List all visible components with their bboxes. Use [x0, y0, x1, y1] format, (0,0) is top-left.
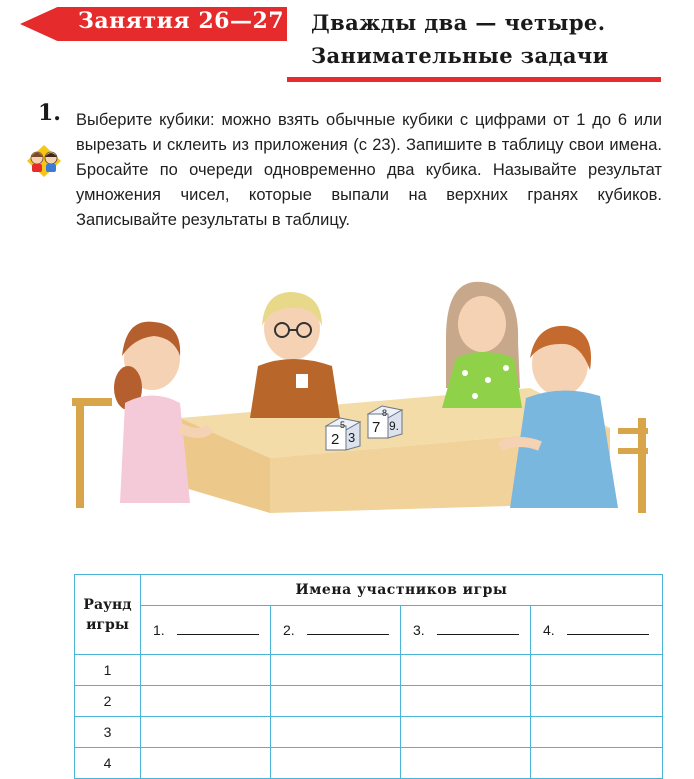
player-number: 1.	[153, 622, 165, 638]
name-write-line	[177, 622, 259, 635]
result-cell[interactable]	[401, 655, 531, 686]
result-cell[interactable]	[141, 686, 271, 717]
result-cell[interactable]	[531, 655, 663, 686]
children-playing-dice-illustration	[70, 278, 660, 518]
title-underline	[287, 77, 661, 82]
result-cell[interactable]	[271, 686, 401, 717]
table-row	[75, 686, 663, 717]
round-number: 2	[75, 686, 141, 717]
result-cell[interactable]	[401, 748, 531, 779]
round-number: 1	[75, 655, 141, 686]
result-cell[interactable]	[271, 655, 401, 686]
boy-glasses	[250, 292, 340, 418]
result-cell[interactable]	[141, 655, 271, 686]
result-cell[interactable]	[141, 717, 271, 748]
chair-right	[618, 418, 648, 513]
player-name-cell[interactable]	[141, 606, 271, 655]
result-cell[interactable]	[141, 748, 271, 779]
topic-title-line-2: Занимательные задачи	[311, 43, 609, 68]
round-header-line-2: игры	[86, 616, 129, 633]
dice-2-side: 9.	[389, 419, 400, 433]
player-name-cell[interactable]	[401, 606, 531, 655]
result-cell[interactable]	[401, 686, 531, 717]
names-header: Имена участников игры	[141, 575, 663, 606]
name-write-line	[307, 622, 389, 635]
girl-green	[442, 282, 522, 408]
results-table	[74, 574, 663, 779]
task-number: 1.	[38, 100, 61, 126]
dice-2-front: 7	[372, 419, 381, 436]
topic-title	[311, 6, 681, 72]
topic-title-line-1: Дважды два — четыре.	[311, 10, 606, 35]
result-cell[interactable]	[531, 717, 663, 748]
result-cell[interactable]	[271, 748, 401, 779]
result-cell[interactable]	[401, 717, 531, 748]
player-number: 2.	[283, 622, 295, 638]
round-number: 3	[75, 717, 141, 748]
dice-2-top: 8	[382, 408, 388, 418]
dice-1-side: 3	[348, 430, 356, 445]
player-name-cell[interactable]	[271, 606, 401, 655]
dice-1	[326, 418, 360, 450]
name-write-line	[567, 622, 649, 635]
task-text: Выберите кубики: можно взять обычные кубики с цифрами от 1 до 6 или вырезать и склеить из приложения (с 23). Запишите в таблицу свои имена. Бросайте по очереди одновременно два кубика. Называйте результат умножения чисел, которые выпали на верхних гранях кубиков. Записывайте результаты в таблицу.	[76, 111, 662, 229]
table-row	[75, 655, 663, 686]
dice-1-front: 2	[331, 431, 340, 448]
round-header	[75, 575, 141, 655]
pair-work-icon	[22, 143, 66, 179]
player-name-cell[interactable]	[531, 606, 663, 655]
player-number: 4.	[543, 622, 555, 638]
player-number: 3.	[413, 622, 425, 638]
result-cell[interactable]	[531, 686, 663, 717]
table-row	[75, 748, 663, 779]
result-cell[interactable]	[271, 717, 401, 748]
name-write-line	[437, 622, 519, 635]
round-header-line-1: Раунд	[83, 596, 132, 613]
dice-2	[368, 406, 402, 438]
lesson-label: Занятия 26—27	[78, 8, 285, 34]
dice-1-top: 5	[340, 420, 346, 430]
result-cell[interactable]	[531, 748, 663, 779]
round-number: 4	[75, 748, 141, 779]
chair-left	[72, 398, 112, 508]
table-row	[75, 717, 663, 748]
